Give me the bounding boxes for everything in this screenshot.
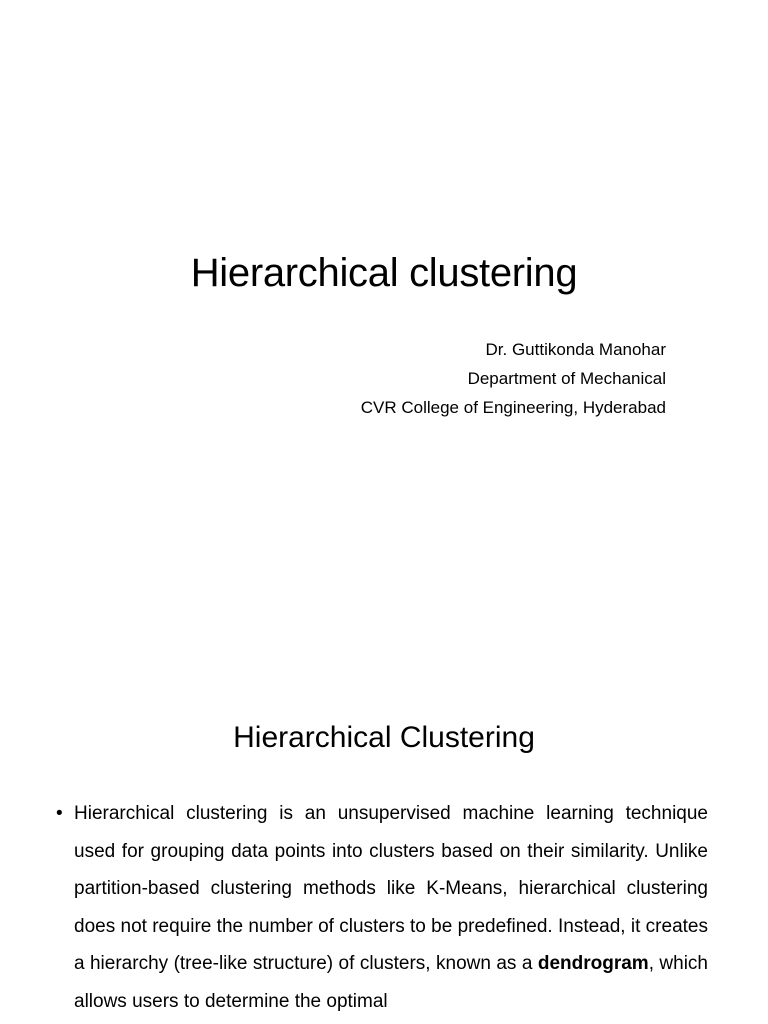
author-department: Department of Mechanical (467, 369, 666, 388)
bullet-text (74, 795, 708, 1020)
author-institution: CVR College of Engineering, Hyderabad (360, 398, 666, 417)
bullet-point (56, 795, 708, 1020)
content-slide (0, 576, 768, 1024)
bold-term: dendrogram (537, 953, 649, 974)
author-block (361, 335, 666, 422)
bullet-text-tail: , which allows users to determine the optimal (74, 953, 708, 1012)
author-name: Dr. Guttikonda Manohar (485, 340, 666, 359)
bullet-text-lead: Hierarchical clustering is an unsupervised machine learning technique used for grouping data points into clusters based on their similarity. Unlike partition-based clustering methods like K-Means, hierarchical clustering does not require the number of clusters to be predefined. Instead, it creates a hierarchy (tree-like structure) of clusters, known as a (74, 803, 708, 974)
presentation-title: Hierarchical clustering (190, 251, 578, 295)
slide-title: Hierarchical Clustering (233, 721, 535, 754)
bullet-icon: • (56, 803, 63, 824)
